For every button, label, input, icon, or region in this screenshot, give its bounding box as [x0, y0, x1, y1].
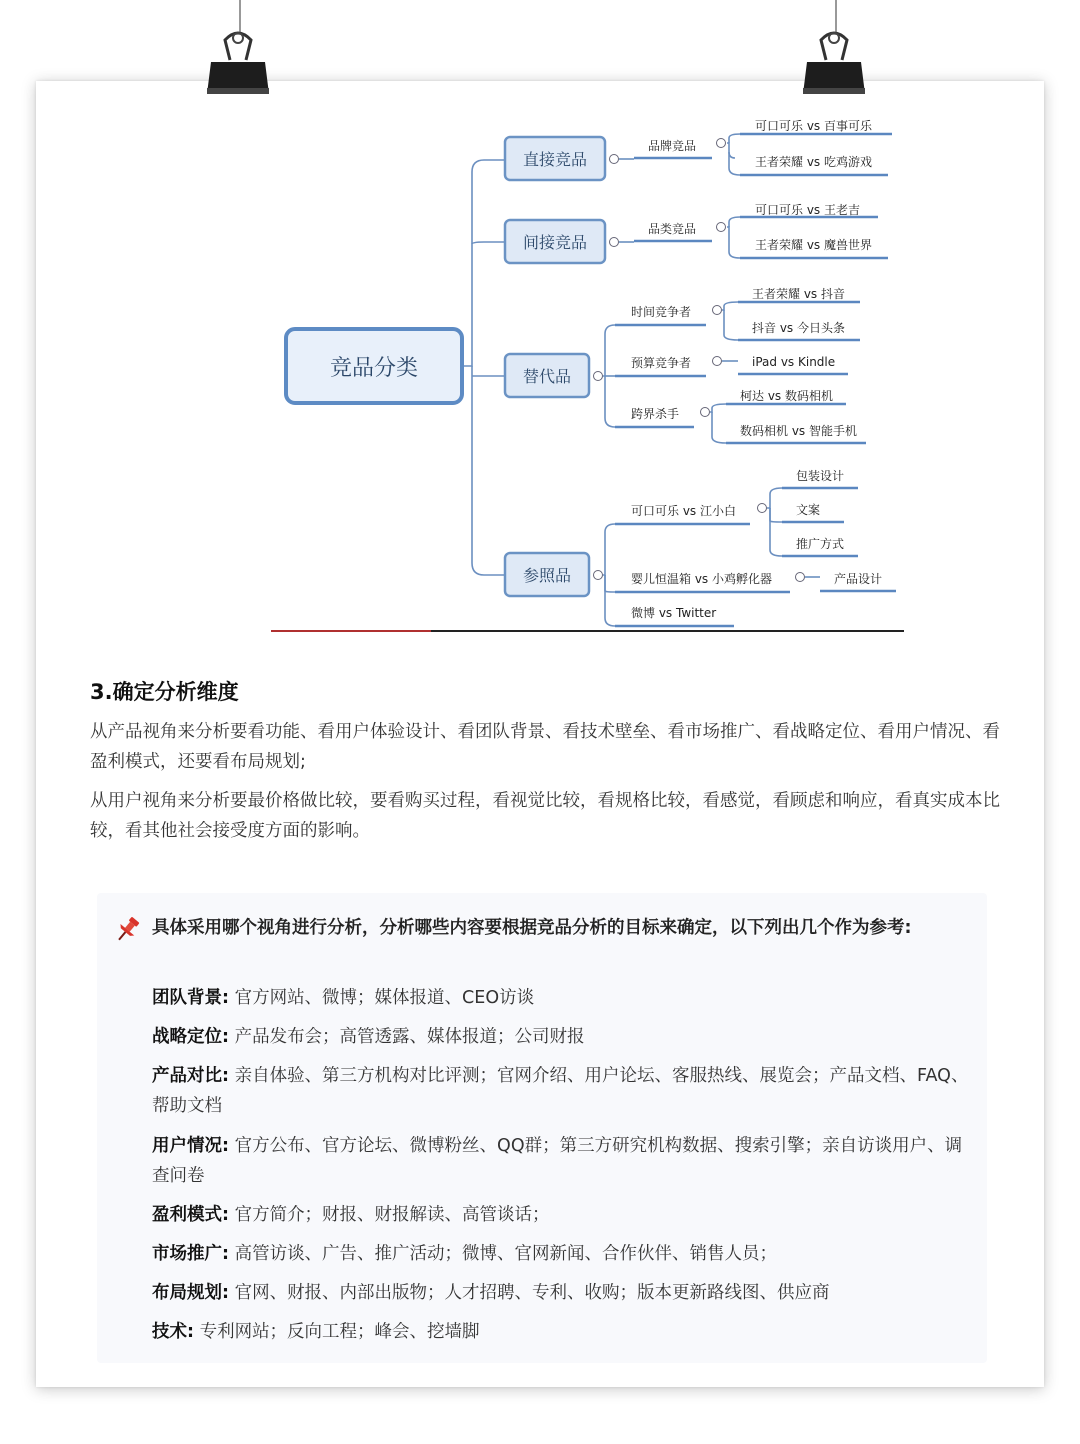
collapse-toggle-icon: [713, 306, 722, 315]
mindmap-node-label: 直接竞品: [522, 150, 588, 169]
collapse-toggle-icon: [796, 573, 805, 582]
collapse-toggle-icon: [713, 357, 722, 366]
mindmap-leaf: 文案: [796, 503, 821, 517]
collapse-toggle-icon: [701, 408, 710, 417]
tip-item-text: 高管访谈、广告、推广活动；微博、官网新闻、合作伙伴、销售人员；: [229, 1244, 778, 1264]
tip-item-strategy: [152, 1022, 972, 1052]
mindmap-leaf: 品牌竞品: [648, 139, 697, 153]
mindmap-leaf: 可口可乐 vs 百事可乐: [755, 119, 872, 133]
tip-item-label: 用户情况:: [152, 1136, 229, 1156]
tip-item-label: 战略定位:: [152, 1027, 229, 1047]
tip-item-text: 官网、财报、内部出版物；人才招聘、专利、收购；版本更新路线图、供应商: [229, 1283, 830, 1303]
tip-item-tech: [152, 1317, 972, 1347]
mindmap-leaf: iPad vs Kindle: [752, 355, 836, 369]
collapse-toggle-icon: [758, 504, 767, 513]
tip-item-label: 团队背景:: [152, 988, 229, 1008]
mindmap-leaf: 王者荣耀 vs 魔兽世界: [755, 238, 872, 252]
mindmap-node-label: 参照品: [522, 566, 572, 585]
tip-item-label: 技术:: [152, 1322, 194, 1342]
tip-item-label: 盈利模式:: [152, 1205, 229, 1225]
mindmap-leaf: 品类竞品: [648, 222, 697, 236]
paragraph-user-view: 从用户视角来分析要最价格做比较，要看购买过程，看视觉比较，看规格比较，看感觉，看顾虑和响应，看真实成本比较，看其他社会接受度方面的影响。: [90, 791, 1000, 841]
mindmap-leaf: 跨界杀手: [631, 407, 680, 421]
mindmap-leaf: 抖音 vs 今日头条: [752, 321, 845, 335]
tip-item-text: 专利网站；反向工程；峰会、挖墙脚: [194, 1322, 480, 1342]
tip-item-marketing: [152, 1239, 972, 1269]
section-heading: 3.确定分析维度: [90, 680, 239, 704]
mindmap-leaf: 可口可乐 vs 王老吉: [755, 203, 860, 217]
mindmap-leaf: 微博 vs Twitter: [631, 606, 717, 620]
mindmap-leaf: 王者荣耀 vs 抖音: [752, 287, 845, 301]
tip-item-text: 官方简介；财报、财报解读、高管谈话；: [229, 1205, 550, 1225]
mindmap-leaf: 预算竞争者: [631, 356, 692, 370]
mindmap-leaf: 数码相机 vs 智能手机: [740, 424, 857, 438]
mindmap-leaf: 可口可乐 vs 江小白: [631, 504, 736, 518]
tip-item-text: 产品发布会；高管透露、媒体报道；公司财报: [229, 1027, 585, 1047]
tip-item-label: 市场推广:: [152, 1244, 229, 1264]
tip-item-label: 布局规划:: [152, 1283, 229, 1303]
collapse-toggle-icon: [610, 238, 619, 247]
tip-item-text: 亲自体验、第三方机构对比评测；官网介绍、用户论坛、客服热线、展览会；产品文档、FAQ、帮助文档: [152, 1066, 969, 1116]
mindmap-leaf: 时间竞争者: [631, 305, 692, 319]
collapse-toggle-icon: [717, 223, 726, 232]
mindmap-leaf: 产品设计: [834, 572, 883, 586]
collapse-toggle-icon: [594, 571, 603, 580]
pushpin-icon: [113, 914, 143, 944]
mindmap-leaf: 包装设计: [796, 469, 845, 483]
collapse-toggle-icon: [610, 155, 619, 164]
collapse-toggle-icon: [717, 139, 726, 148]
collapse-toggle-icon: [594, 372, 603, 381]
tip-item-text: 官方网站、微博；媒体报道、CEO访谈: [229, 988, 535, 1008]
mindmap-node-label: 间接竞品: [522, 233, 588, 252]
tip-item-layout: [152, 1278, 972, 1308]
competitor-mindmap: [0, 0, 1080, 640]
tip-item-label: 产品对比:: [152, 1066, 229, 1086]
tip-item-team: [152, 983, 972, 1013]
tip-item-text: 官方公布、官方论坛、微博粉丝、QQ群；第三方研究机构数据、搜索引擎；亲自访谈用户、调查问卷: [152, 1136, 963, 1186]
tip-item-users: [152, 1131, 972, 1191]
mindmap-root-label: 竞品分类: [329, 356, 419, 381]
tip-item-revenue: [152, 1200, 972, 1230]
mindmap-leaf: 推广方式: [796, 537, 845, 551]
mindmap-leaf: 王者荣耀 vs 吃鸡游戏: [755, 155, 872, 169]
mindmap-leaf: 柯达 vs 数码相机: [740, 389, 833, 403]
mindmap-node-label: 替代品: [522, 367, 572, 386]
paragraph-product-view: 从产品视角来分析要看功能、看用户体验设计、看团队背景、看技术壁垒、看市场推广、看战略定位、看用户情况、看盈利模式，还要看布局规划;: [90, 722, 1000, 772]
mindmap-leaf: 婴儿恒温箱 vs 小鸡孵化器: [631, 572, 772, 586]
tip-heading: 具体采用哪个视角进行分析，分析哪些内容要根据竞品分析的目标来确定，以下列出几个作为参考:: [152, 918, 912, 938]
tip-item-product: [152, 1061, 972, 1121]
